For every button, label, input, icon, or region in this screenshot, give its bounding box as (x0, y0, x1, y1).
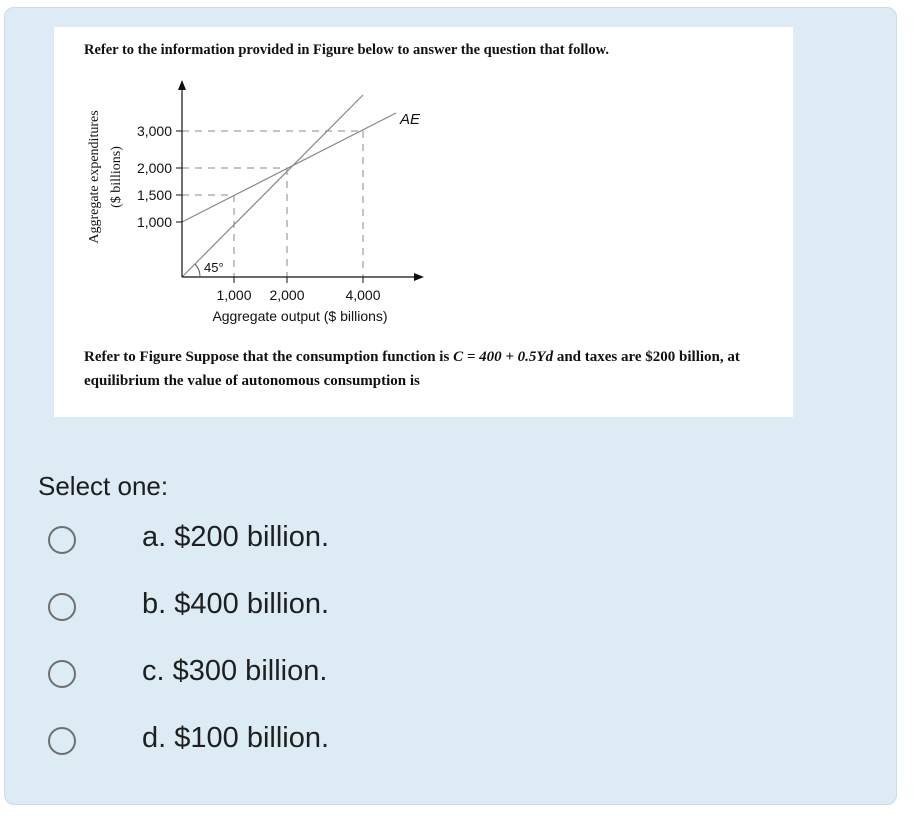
option-b-label[interactable]: b. $400 billion. (142, 588, 330, 620)
question-formula: C = 400 + 0.5Yd (453, 349, 554, 365)
select-one-label: Select one: (38, 471, 169, 501)
y-tick-2000: 2,000 (136, 160, 172, 176)
question-intro: Refer to the information provided in Figure below to answer the question that follow. (84, 42, 609, 58)
x-axis-label: Aggregate output ($ billions) (212, 308, 388, 324)
ae-series-label: AE (400, 111, 421, 128)
option-a-label[interactable]: a. $200 billion. (142, 521, 330, 553)
option-d-label[interactable]: d. $100 billion. (142, 722, 330, 754)
x-tick-2000: 2,000 (269, 287, 305, 303)
x-tick-1000: 1,000 (216, 287, 252, 303)
option-c[interactable] (48, 652, 408, 696)
option-a[interactable] (48, 518, 408, 562)
question-text (84, 345, 784, 393)
x-tick-4000: 4,000 (345, 287, 381, 303)
question-suffix: and taxes are $200 billion, at equilibrium the value of autonomous consumption is (84, 349, 740, 389)
y-tick-3000: 3,000 (136, 123, 172, 139)
option-c-label[interactable]: c. $300 billion. (142, 655, 328, 687)
angle-arc (195, 264, 200, 277)
radio-button-c[interactable] (48, 660, 76, 688)
angle-label: 45° (204, 260, 224, 275)
y-axis-label-units: ($ billions) (109, 146, 124, 208)
option-b[interactable] (48, 585, 408, 629)
y-tick-1500: 1,500 (136, 187, 172, 203)
question-image (54, 27, 793, 417)
y-axis-label: Aggregate expenditures (87, 110, 102, 244)
radio-button-b[interactable] (48, 593, 76, 621)
y-tick-1000: 1,000 (136, 214, 172, 230)
radio-button-d[interactable] (48, 727, 76, 755)
radio-button-a[interactable] (48, 526, 76, 554)
option-d[interactable] (48, 719, 408, 763)
question-prefix: Refer to Figure Suppose that the consumption function is (84, 349, 454, 365)
line-45-degree (182, 95, 363, 277)
